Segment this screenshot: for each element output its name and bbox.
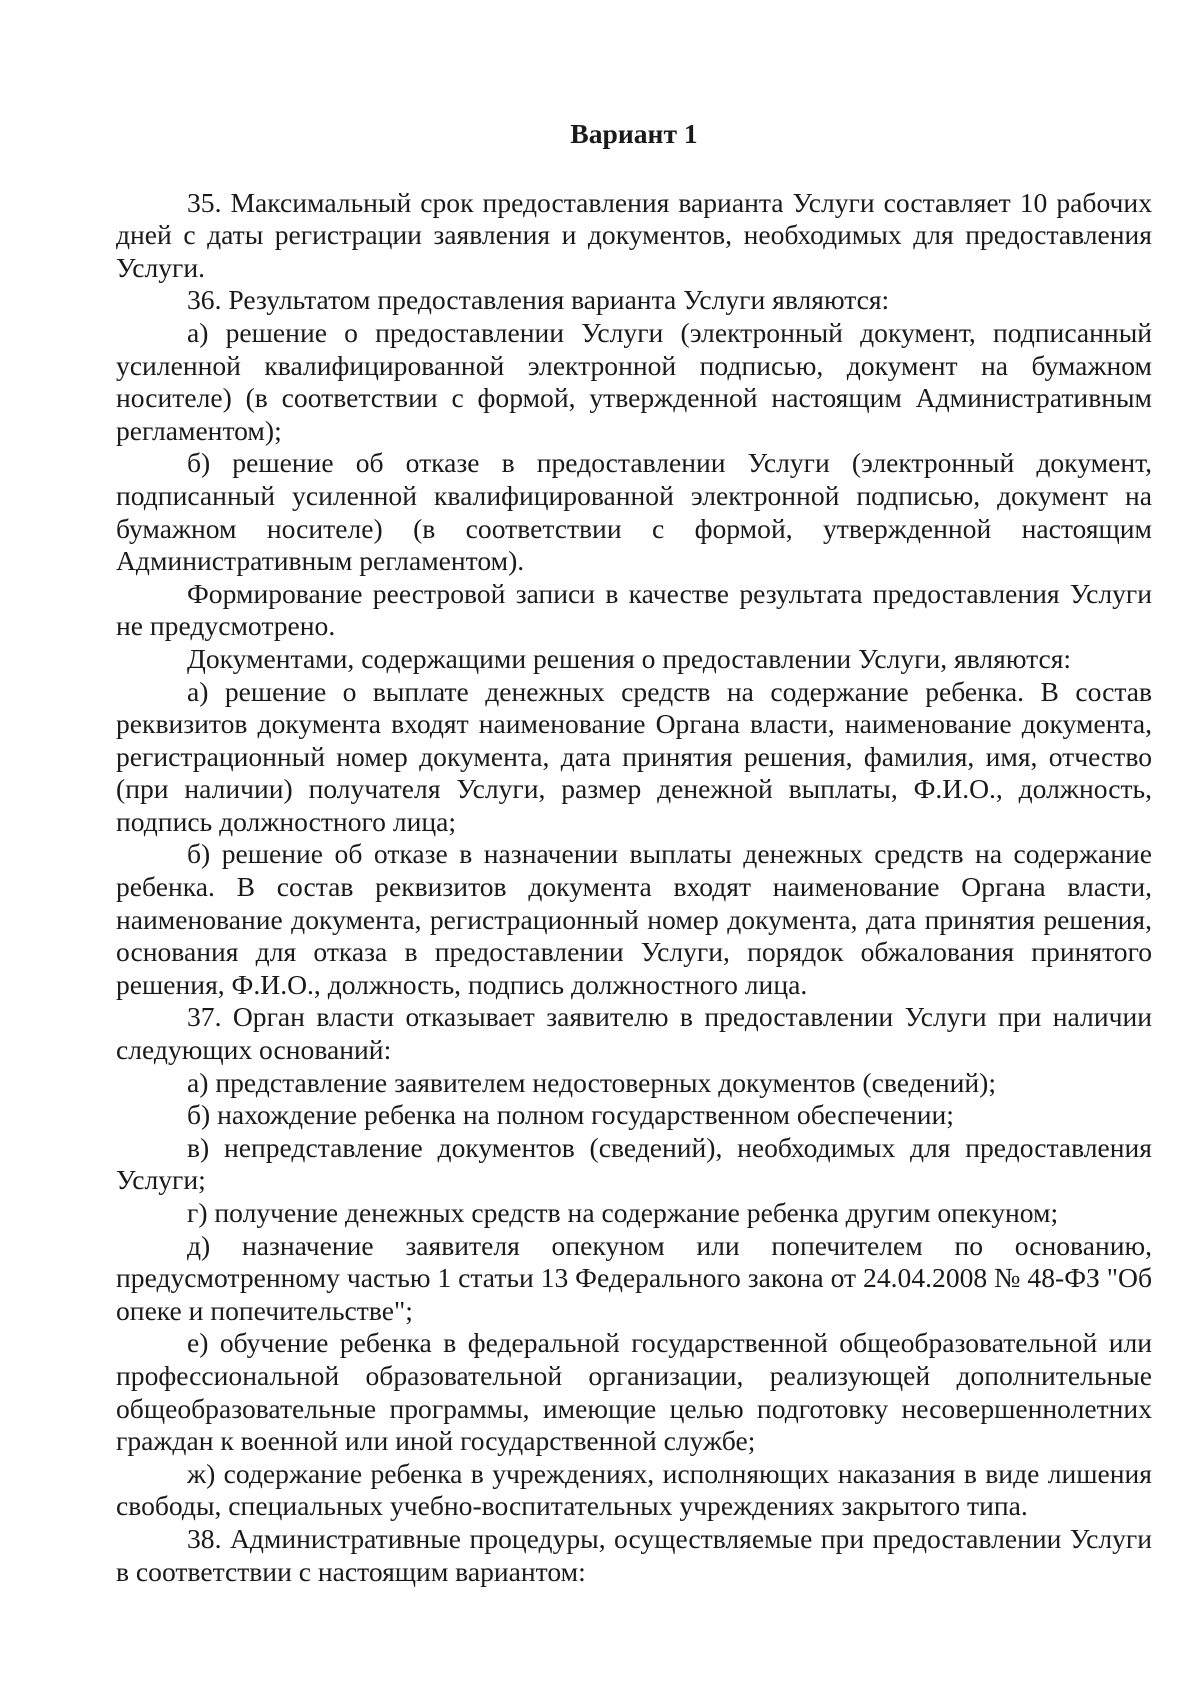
paragraph-registry-record: Формирование реестровой записи в качестве результата предоставления Услуги не предусмотрено.	[116, 577, 1152, 642]
paragraph-38: 38. Административные процедуры, осуществляемые при предоставлении Услуги в соответствии с настоящим вариантом:	[116, 1522, 1152, 1587]
paragraph-decision-documents: Документами, содержащими решения о предоставлении Услуги, являются:	[187, 642, 1072, 674]
paragraph-decision-b: б) решение об отказе в назначении выплаты денежных средств на содержание ребенка. В состав реквизитов документа входят наименование Органа власти, наименование документа, регистрационный номер документа, дата принятия решения, основания для отказа в предоставлении Услуги, порядок обжалования принятого решения, Ф.И.О., должность, подпись должностного лица.	[116, 838, 1152, 1000]
paragraph-36-b: б) решение об отказе в предоставлении Услуги (электронный документ, подписанный усиленной квалифицированной электронной подписью, документ на бумажном носителе) (в соответствии с формой, утвержденной настоящим Административным регламентом).	[116, 447, 1152, 577]
paragraph-37-b: б) нахождение ребенка на полном государственном обеспечении;	[187, 1099, 954, 1131]
paragraph-37-e: е) обучение ребенка в федеральной государственной общеобразовательной или профессиональной образовательной организации, реализующей дополнительные общеобразовательные программы, имеющие целью подготовку несовершеннолетних граждан к военной или иной государственной службе;	[116, 1327, 1152, 1457]
paragraph-decision-a: а) решение о выплате денежных средств на содержание ребенка. В состав реквизитов документа входят наименование Органа власти, наименование документа, регистрационный номер документа, дата принятия решения, фамилия, имя, отчество (при наличии) получателя Услуги, размер денежной выплаты, Ф.И.О., должность, подпись должностного лица;	[116, 675, 1152, 837]
paragraph-36: 36. Результатом предоставления варианта Услуги являются:	[187, 284, 890, 316]
paragraph-37-d: д) назначение заявителя опекуном или попечителем по основанию, предусмотренному частью 1 статьи 13 Федерального закона от 24.04.2008 № 48-ФЗ "Об опеке и попечительстве";	[116, 1229, 1152, 1326]
paragraph-37-v: в) непредставление документов (сведений), необходимых для предоставления Услуги;	[116, 1131, 1152, 1196]
paragraph-35: 35. Максимальный срок предоставления варианта Услуги составляет 10 рабочих дней с даты регистрации заявления и документов, необходимых для предоставления Услуги.	[116, 186, 1152, 283]
paragraph-37-g: г) получение денежных средств на содержание ребенка другим опекуном;	[187, 1197, 1059, 1228]
document-page	[116, 118, 1152, 1588]
paragraph-36-a: а) решение о предоставлении Услуги (электронный документ, подписанный усиленной квалифицированной электронной подписью, документ на бумажном носителе) (в соответствии с формой, утвержденной настоящим Административным регламентом);	[116, 316, 1152, 446]
paragraph-37: 37. Орган власти отказывает заявителю в предоставлении Услуги при наличии следующих оснований:	[116, 1001, 1152, 1066]
paragraph-37-a: а) представление заявителем недостоверных документов (сведений);	[187, 1066, 997, 1098]
document-title: Вариант 1	[570, 118, 698, 149]
paragraph-37-zh: ж) содержание ребенка в учреждениях, исполняющих наказания в виде лишения свободы, специальных учебно-воспитательных учреждениях закрытого типа.	[116, 1457, 1152, 1522]
